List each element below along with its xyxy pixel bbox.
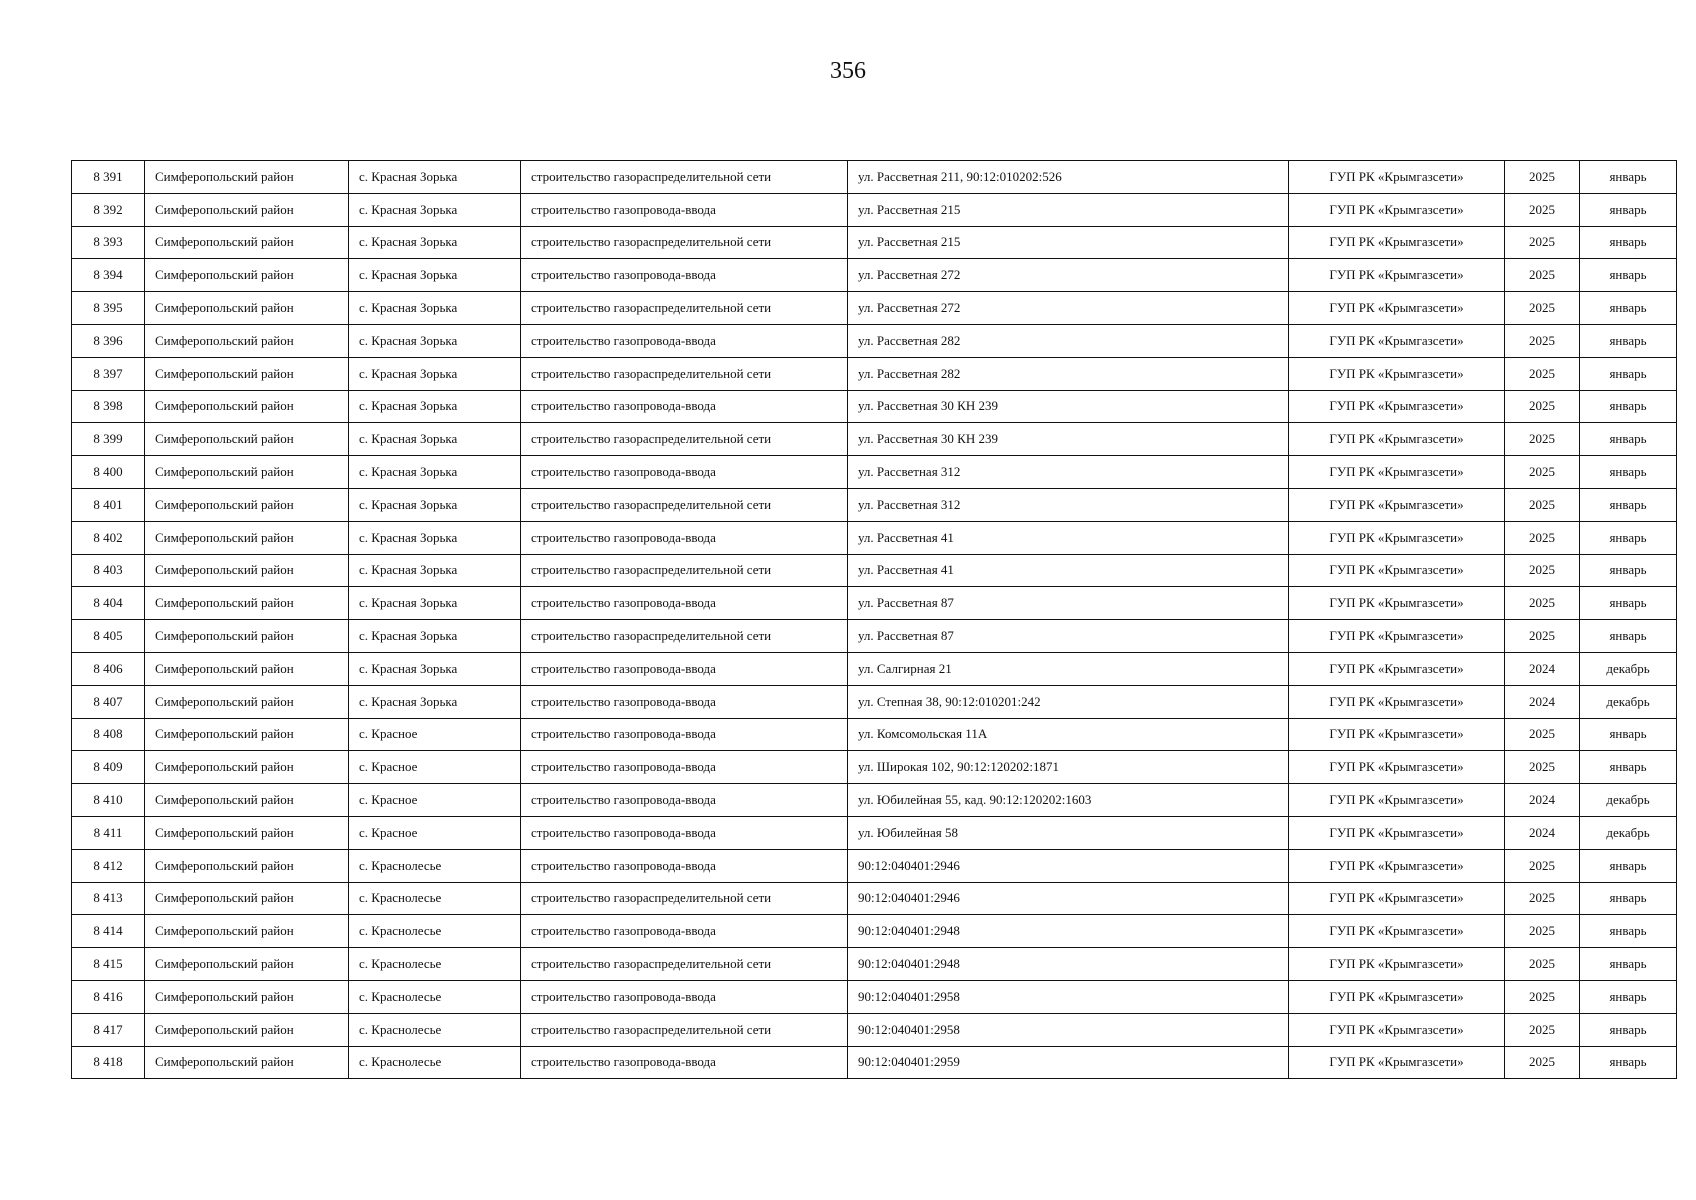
district-cell: Симферопольский район <box>145 521 349 554</box>
district-cell: Симферопольский район <box>145 751 349 784</box>
district-cell: Симферопольский район <box>145 226 349 259</box>
row-number-cell: 8 408 <box>72 718 145 751</box>
work-type-cell: строительство газопровода-ввода <box>521 685 848 718</box>
row-number-cell: 8 409 <box>72 751 145 784</box>
row-number-cell: 8 401 <box>72 488 145 521</box>
address-cell: ул. Юбилейная 58 <box>848 816 1289 849</box>
table-row <box>72 554 1677 587</box>
district-cell: Симферопольский район <box>145 882 349 915</box>
month-cell: январь <box>1580 161 1677 194</box>
district-cell: Симферопольский район <box>145 390 349 423</box>
address-cell: 90:12:040401:2948 <box>848 948 1289 981</box>
table-row <box>72 226 1677 259</box>
locality-cell: с. Красная Зорька <box>349 226 521 259</box>
table-row <box>72 718 1677 751</box>
locality-cell: с. Краснолесье <box>349 948 521 981</box>
district-cell: Симферопольский район <box>145 1013 349 1046</box>
row-number-cell: 8 412 <box>72 849 145 882</box>
district-cell: Симферопольский район <box>145 488 349 521</box>
month-cell: январь <box>1580 1046 1677 1079</box>
address-cell: ул. Степная 38, 90:12:010201:242 <box>848 685 1289 718</box>
work-type-cell: строительство газопровода-ввода <box>521 390 848 423</box>
district-cell: Симферопольский район <box>145 784 349 817</box>
year-cell: 2024 <box>1505 816 1580 849</box>
year-cell: 2025 <box>1505 390 1580 423</box>
locality-cell: с. Красная Зорька <box>349 521 521 554</box>
operator-cell: ГУП РК «Крымгазсети» <box>1289 1046 1505 1079</box>
table-row <box>72 816 1677 849</box>
year-cell: 2025 <box>1505 980 1580 1013</box>
locality-cell: с. Краснолесье <box>349 882 521 915</box>
month-cell: январь <box>1580 882 1677 915</box>
operator-cell: ГУП РК «Крымгазсети» <box>1289 423 1505 456</box>
month-cell: январь <box>1580 948 1677 981</box>
address-cell: ул. Юбилейная 55, кад. 90:12:120202:1603 <box>848 784 1289 817</box>
work-type-cell: строительство газопровода-ввода <box>521 718 848 751</box>
table-row <box>72 423 1677 456</box>
locality-cell: с. Красная Зорька <box>349 357 521 390</box>
year-cell: 2025 <box>1505 751 1580 784</box>
table-row <box>72 620 1677 653</box>
month-cell: январь <box>1580 587 1677 620</box>
locality-cell: с. Красное <box>349 816 521 849</box>
table-row <box>72 488 1677 521</box>
locality-cell: с. Красная Зорька <box>349 652 521 685</box>
locality-cell: с. Красная Зорька <box>349 554 521 587</box>
row-number-cell: 8 416 <box>72 980 145 1013</box>
table-row <box>72 292 1677 325</box>
operator-cell: ГУП РК «Крымгазсети» <box>1289 849 1505 882</box>
month-cell: январь <box>1580 226 1677 259</box>
district-cell: Симферопольский район <box>145 1046 349 1079</box>
locality-cell: с. Красная Зорька <box>349 587 521 620</box>
year-cell: 2025 <box>1505 849 1580 882</box>
month-cell: январь <box>1580 456 1677 489</box>
row-number-cell: 8 400 <box>72 456 145 489</box>
locality-cell: с. Красная Зорька <box>349 292 521 325</box>
work-type-cell: строительство газопровода-ввода <box>521 816 848 849</box>
district-cell: Симферопольский район <box>145 849 349 882</box>
operator-cell: ГУП РК «Крымгазсети» <box>1289 324 1505 357</box>
table-row <box>72 849 1677 882</box>
operator-cell: ГУП РК «Крымгазсети» <box>1289 652 1505 685</box>
address-cell: 90:12:040401:2946 <box>848 849 1289 882</box>
year-cell: 2025 <box>1505 161 1580 194</box>
row-number-cell: 8 407 <box>72 685 145 718</box>
table-row <box>72 193 1677 226</box>
operator-cell: ГУП РК «Крымгазсети» <box>1289 915 1505 948</box>
operator-cell: ГУП РК «Крымгазсети» <box>1289 193 1505 226</box>
work-type-cell: строительство газопровода-ввода <box>521 456 848 489</box>
work-type-cell: строительство газораспределительной сети <box>521 161 848 194</box>
row-number-cell: 8 417 <box>72 1013 145 1046</box>
month-cell: январь <box>1580 980 1677 1013</box>
district-cell: Симферопольский район <box>145 161 349 194</box>
month-cell: январь <box>1580 292 1677 325</box>
address-cell: ул. Рассветная 282 <box>848 324 1289 357</box>
year-cell: 2024 <box>1505 685 1580 718</box>
work-type-cell: строительство газораспределительной сети <box>521 226 848 259</box>
table-row <box>72 1046 1677 1079</box>
table-row <box>72 948 1677 981</box>
locality-cell: с. Красная Зорька <box>349 161 521 194</box>
month-cell: январь <box>1580 324 1677 357</box>
row-number-cell: 8 404 <box>72 587 145 620</box>
locality-cell: с. Красная Зорька <box>349 259 521 292</box>
month-cell: декабрь <box>1580 685 1677 718</box>
locality-cell: с. Красная Зорька <box>349 685 521 718</box>
locality-cell: с. Красное <box>349 784 521 817</box>
work-type-cell: строительство газораспределительной сети <box>521 423 848 456</box>
year-cell: 2025 <box>1505 1013 1580 1046</box>
month-cell: декабрь <box>1580 816 1677 849</box>
work-type-cell: строительство газораспределительной сети <box>521 357 848 390</box>
month-cell: январь <box>1580 718 1677 751</box>
address-cell: ул. Рассветная 215 <box>848 193 1289 226</box>
row-number-cell: 8 391 <box>72 161 145 194</box>
operator-cell: ГУП РК «Крымгазсети» <box>1289 980 1505 1013</box>
work-type-cell: строительство газопровода-ввода <box>521 1046 848 1079</box>
month-cell: январь <box>1580 259 1677 292</box>
row-number-cell: 8 398 <box>72 390 145 423</box>
year-cell: 2025 <box>1505 292 1580 325</box>
locality-cell: с. Красная Зорька <box>349 456 521 489</box>
work-type-cell: строительство газопровода-ввода <box>521 324 848 357</box>
address-cell: ул. Рассветная 282 <box>848 357 1289 390</box>
address-cell: ул. Рассветная 87 <box>848 587 1289 620</box>
address-cell: ул. Рассветная 215 <box>848 226 1289 259</box>
district-cell: Симферопольский район <box>145 915 349 948</box>
table-row <box>72 1013 1677 1046</box>
year-cell: 2025 <box>1505 620 1580 653</box>
year-cell: 2025 <box>1505 521 1580 554</box>
work-type-cell: строительство газопровода-ввода <box>521 587 848 620</box>
year-cell: 2025 <box>1505 488 1580 521</box>
locality-cell: с. Краснолесье <box>349 849 521 882</box>
operator-cell: ГУП РК «Крымгазсети» <box>1289 587 1505 620</box>
table-row <box>72 357 1677 390</box>
year-cell: 2025 <box>1505 1046 1580 1079</box>
year-cell: 2025 <box>1505 554 1580 587</box>
address-cell: ул. Салгирная 21 <box>848 652 1289 685</box>
address-cell: ул. Рассветная 312 <box>848 488 1289 521</box>
month-cell: январь <box>1580 521 1677 554</box>
year-cell: 2024 <box>1505 784 1580 817</box>
month-cell: январь <box>1580 357 1677 390</box>
month-cell: январь <box>1580 849 1677 882</box>
locality-cell: с. Краснолесье <box>349 1046 521 1079</box>
address-cell: ул. Рассветная 30 КН 239 <box>848 423 1289 456</box>
work-type-cell: строительство газопровода-ввода <box>521 849 848 882</box>
table-body <box>72 161 1677 1079</box>
locality-cell: с. Красная Зорька <box>349 390 521 423</box>
work-type-cell: строительство газопровода-ввода <box>521 259 848 292</box>
year-cell: 2025 <box>1505 882 1580 915</box>
row-number-cell: 8 415 <box>72 948 145 981</box>
operator-cell: ГУП РК «Крымгазсети» <box>1289 751 1505 784</box>
row-number-cell: 8 406 <box>72 652 145 685</box>
table-row <box>72 521 1677 554</box>
month-cell: январь <box>1580 554 1677 587</box>
operator-cell: ГУП РК «Крымгазсети» <box>1289 292 1505 325</box>
work-type-cell: строительство газораспределительной сети <box>521 292 848 325</box>
operator-cell: ГУП РК «Крымгазсети» <box>1289 620 1505 653</box>
row-number-cell: 8 413 <box>72 882 145 915</box>
address-cell: ул. Рассветная 41 <box>848 554 1289 587</box>
district-cell: Симферопольский район <box>145 456 349 489</box>
locality-cell: с. Краснолесье <box>349 980 521 1013</box>
operator-cell: ГУП РК «Крымгазсети» <box>1289 784 1505 817</box>
district-cell: Симферопольский район <box>145 292 349 325</box>
row-number-cell: 8 411 <box>72 816 145 849</box>
page-number: 356 <box>830 58 866 84</box>
district-cell: Симферопольский район <box>145 620 349 653</box>
district-cell: Симферопольский район <box>145 193 349 226</box>
year-cell: 2025 <box>1505 193 1580 226</box>
work-type-cell: строительство газораспределительной сети <box>521 488 848 521</box>
operator-cell: ГУП РК «Крымгазсети» <box>1289 521 1505 554</box>
registry-table <box>71 160 1677 1079</box>
district-cell: Симферопольский район <box>145 357 349 390</box>
locality-cell: с. Красное <box>349 751 521 784</box>
month-cell: январь <box>1580 751 1677 784</box>
table-row <box>72 882 1677 915</box>
address-cell: 90:12:040401:2946 <box>848 882 1289 915</box>
operator-cell: ГУП РК «Крымгазсети» <box>1289 816 1505 849</box>
operator-cell: ГУП РК «Крымгазсети» <box>1289 554 1505 587</box>
year-cell: 2025 <box>1505 357 1580 390</box>
work-type-cell: строительство газораспределительной сети <box>521 1013 848 1046</box>
operator-cell: ГУП РК «Крымгазсети» <box>1289 488 1505 521</box>
district-cell: Симферопольский район <box>145 816 349 849</box>
locality-cell: с. Красная Зорька <box>349 620 521 653</box>
row-number-cell: 8 418 <box>72 1046 145 1079</box>
table-row <box>72 390 1677 423</box>
month-cell: январь <box>1580 620 1677 653</box>
operator-cell: ГУП РК «Крымгазсети» <box>1289 259 1505 292</box>
work-type-cell: строительство газораспределительной сети <box>521 620 848 653</box>
table-row <box>72 784 1677 817</box>
year-cell: 2025 <box>1505 718 1580 751</box>
address-cell: 90:12:040401:2959 <box>848 1046 1289 1079</box>
table-row <box>72 980 1677 1013</box>
table-row <box>72 652 1677 685</box>
month-cell: январь <box>1580 915 1677 948</box>
year-cell: 2024 <box>1505 652 1580 685</box>
year-cell: 2025 <box>1505 948 1580 981</box>
work-type-cell: строительство газопровода-ввода <box>521 784 848 817</box>
operator-cell: ГУП РК «Крымгазсети» <box>1289 1013 1505 1046</box>
operator-cell: ГУП РК «Крымгазсети» <box>1289 357 1505 390</box>
address-cell: ул. Рассветная 211, 90:12:010202:526 <box>848 161 1289 194</box>
table-row <box>72 456 1677 489</box>
month-cell: январь <box>1580 1013 1677 1046</box>
table-row <box>72 324 1677 357</box>
table-row <box>72 587 1677 620</box>
work-type-cell: строительство газораспределительной сети <box>521 948 848 981</box>
address-cell: 90:12:040401:2958 <box>848 980 1289 1013</box>
address-cell: ул. Рассветная 312 <box>848 456 1289 489</box>
row-number-cell: 8 397 <box>72 357 145 390</box>
row-number-cell: 8 403 <box>72 554 145 587</box>
work-type-cell: строительство газопровода-ввода <box>521 980 848 1013</box>
work-type-cell: строительство газопровода-ввода <box>521 521 848 554</box>
locality-cell: с. Красная Зорька <box>349 193 521 226</box>
address-cell: ул. Рассветная 272 <box>848 259 1289 292</box>
year-cell: 2025 <box>1505 587 1580 620</box>
operator-cell: ГУП РК «Крымгазсети» <box>1289 882 1505 915</box>
table-row <box>72 751 1677 784</box>
month-cell: январь <box>1580 423 1677 456</box>
work-type-cell: строительство газопровода-ввода <box>521 193 848 226</box>
district-cell: Симферопольский район <box>145 554 349 587</box>
locality-cell: с. Краснолесье <box>349 1013 521 1046</box>
month-cell: январь <box>1580 390 1677 423</box>
address-cell: 90:12:040401:2958 <box>848 1013 1289 1046</box>
operator-cell: ГУП РК «Крымгазсети» <box>1289 685 1505 718</box>
month-cell: январь <box>1580 193 1677 226</box>
row-number-cell: 8 395 <box>72 292 145 325</box>
address-cell: ул. Рассветная 30 КН 239 <box>848 390 1289 423</box>
work-type-cell: строительство газопровода-ввода <box>521 652 848 685</box>
year-cell: 2025 <box>1505 915 1580 948</box>
locality-cell: с. Красная Зорька <box>349 324 521 357</box>
district-cell: Симферопольский район <box>145 718 349 751</box>
row-number-cell: 8 396 <box>72 324 145 357</box>
address-cell: ул. Широкая 102, 90:12:120202:1871 <box>848 751 1289 784</box>
row-number-cell: 8 405 <box>72 620 145 653</box>
locality-cell: с. Красная Зорька <box>349 423 521 456</box>
operator-cell: ГУП РК «Крымгазсети» <box>1289 948 1505 981</box>
address-cell: ул. Рассветная 41 <box>848 521 1289 554</box>
year-cell: 2025 <box>1505 226 1580 259</box>
year-cell: 2025 <box>1505 324 1580 357</box>
operator-cell: ГУП РК «Крымгазсети» <box>1289 718 1505 751</box>
district-cell: Симферопольский район <box>145 652 349 685</box>
row-number-cell: 8 399 <box>72 423 145 456</box>
district-cell: Симферопольский район <box>145 685 349 718</box>
table-row <box>72 161 1677 194</box>
district-cell: Симферопольский район <box>145 259 349 292</box>
district-cell: Симферопольский район <box>145 980 349 1013</box>
work-type-cell: строительство газопровода-ввода <box>521 915 848 948</box>
row-number-cell: 8 402 <box>72 521 145 554</box>
work-type-cell: строительство газопровода-ввода <box>521 751 848 784</box>
locality-cell: с. Красное <box>349 718 521 751</box>
row-number-cell: 8 392 <box>72 193 145 226</box>
locality-cell: с. Краснолесье <box>349 915 521 948</box>
year-cell: 2025 <box>1505 259 1580 292</box>
table-row <box>72 259 1677 292</box>
table-row <box>72 915 1677 948</box>
locality-cell: с. Красная Зорька <box>349 488 521 521</box>
operator-cell: ГУП РК «Крымгазсети» <box>1289 226 1505 259</box>
district-cell: Симферопольский район <box>145 324 349 357</box>
district-cell: Симферопольский район <box>145 587 349 620</box>
operator-cell: ГУП РК «Крымгазсети» <box>1289 161 1505 194</box>
table-row <box>72 685 1677 718</box>
address-cell: ул. Рассветная 272 <box>848 292 1289 325</box>
operator-cell: ГУП РК «Крымгазсети» <box>1289 456 1505 489</box>
work-type-cell: строительство газораспределительной сети <box>521 554 848 587</box>
year-cell: 2025 <box>1505 423 1580 456</box>
month-cell: декабрь <box>1580 652 1677 685</box>
address-cell: ул. Рассветная 87 <box>848 620 1289 653</box>
row-number-cell: 8 394 <box>72 259 145 292</box>
month-cell: январь <box>1580 488 1677 521</box>
row-number-cell: 8 414 <box>72 915 145 948</box>
address-cell: 90:12:040401:2948 <box>848 915 1289 948</box>
work-type-cell: строительство газораспределительной сети <box>521 882 848 915</box>
month-cell: декабрь <box>1580 784 1677 817</box>
operator-cell: ГУП РК «Крымгазсети» <box>1289 390 1505 423</box>
address-cell: ул. Комсомольская 11А <box>848 718 1289 751</box>
district-cell: Симферопольский район <box>145 948 349 981</box>
row-number-cell: 8 410 <box>72 784 145 817</box>
year-cell: 2025 <box>1505 456 1580 489</box>
row-number-cell: 8 393 <box>72 226 145 259</box>
district-cell: Симферопольский район <box>145 423 349 456</box>
